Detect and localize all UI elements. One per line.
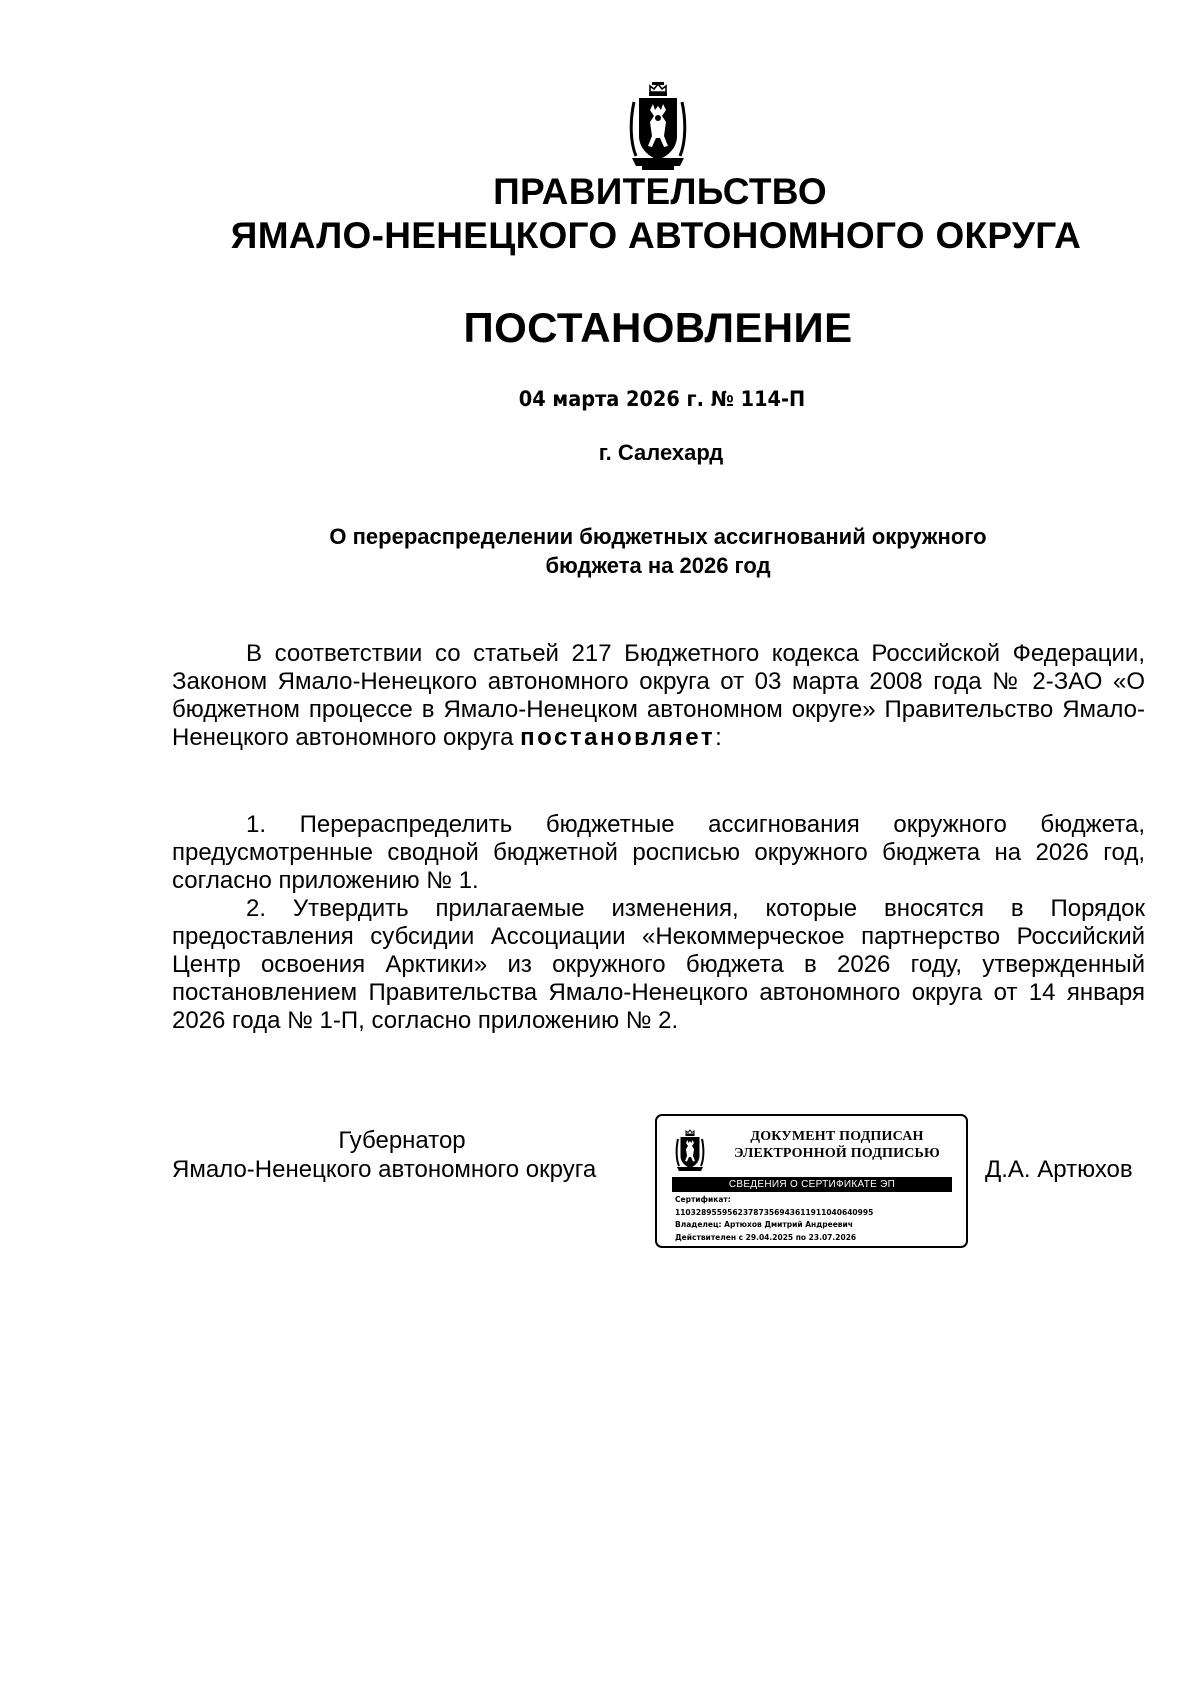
document-type: ПОСТАНОВЛЕНИЕ [463,304,853,351]
decree-word: постановляет [520,724,716,751]
document-subject [250,522,1066,580]
stamp-cert-label: Сертификат: [675,1195,731,1204]
stamp-title-line1: ДОКУМЕНТ ПОДПИСАН [750,1129,924,1144]
decree-items [172,811,1145,1035]
stamp-title [712,1128,962,1162]
decree-item-1: 1. Перераспределить бюджетные ассигнования окружного бюджета, предусмотренные сводной бюджетной росписью окружного бюджета на 2026 год, согласно приложению № 1. [172,811,1145,894]
signatory-position [172,1126,642,1184]
intro-paragraph [172,640,1145,752]
stamp-cert-number: 11032895595623787356943611911040640995 [675,1207,874,1217]
intro-paragraph-block [172,640,1145,752]
document-date-number: 04 марта 2026 г. № 114-П [518,387,806,411]
org-title-line1: ПРАВИТЕЛЬСТВО [493,171,827,212]
stamp-title-line2: ЭЛЕКТРОННОЙ ПОДПИСЬЮ [734,1146,940,1161]
electronic-signature-stamp [655,1114,968,1248]
decree-colon: : [715,724,722,751]
subject-line1: О перераспределении бюджетных ассигнований окружного [329,524,987,549]
stamp-certificate-details [675,1194,960,1244]
coat-of-arms-icon [628,80,688,172]
stamp-certificate-bar: СВЕДЕНИЯ О СЕРТИФИКАТЕ ЭП [672,1177,952,1192]
signatory-position-line1: Губернатор [338,1127,466,1154]
signatory-position-line2: Ямало-Ненецкого автономного округа [172,1156,597,1183]
intro-text: В соответствии со статьей 217 Бюджетного кодекса Российской Федерации, Законом Ямало-Ненецкого автономного округа от 03 марта 2008 года № 2-ЗАО «О бюджетном процессе в Ямало-Ненецком автономном округе» Правительство Ямало-Ненецкого автономного округа [172,640,1145,751]
org-title-line2: ЯМАЛО-НЕНЕЦКОГО АВТОНОМНОГО ОКРУГА [230,215,1082,256]
stamp-owner: Владелец: Артюхов Дмитрий Андреевич [675,1220,853,1229]
signatory-name: Д.А. Артюхов [985,1156,1133,1183]
stamp-coat-of-arms-icon [675,1128,705,1174]
subject-line2: бюджета на 2026 год [545,553,771,578]
stamp-validity: Действителен с 29.04.2025 по 23.07.2026 [675,1232,857,1242]
document-place: г. Салехард [598,440,724,465]
decree-item-2: 2. Утвердить прилагаемые изменения, которые вносятся в Порядок предоставления субсидии Ассоциации «Некоммерческое партнерство Российский Центр освоения Арктики» из окружного бюджета в 2026 году, утвержденный постановлением Правительства Ямало-Ненецкого автономного округа от 14 января 2026 года № 1-П, согласно приложению № 2. [172,895,1145,1034]
